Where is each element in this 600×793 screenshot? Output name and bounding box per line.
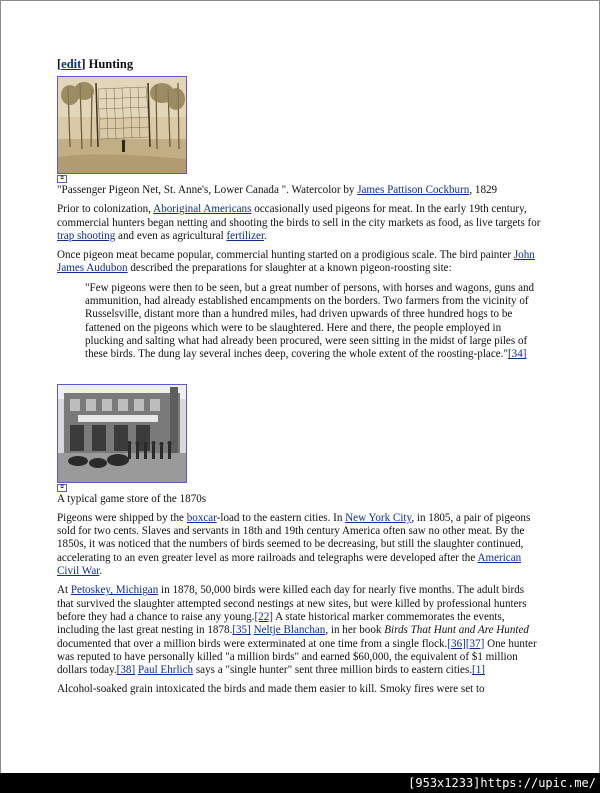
ref-22-link[interactable]: [22] <box>254 610 273 623</box>
ref-35-link[interactable]: [35] <box>232 624 251 637</box>
neltje-blanchan-link[interactable]: Neltje Blanchan <box>253 624 326 637</box>
edit-link-group: [edit] <box>57 57 86 71</box>
ref-36-link[interactable]: [36] <box>447 637 466 650</box>
aboriginal-americans-link[interactable]: Aboriginal Americans <box>153 203 252 216</box>
p4-text-4: , in her book <box>325 624 385 637</box>
p4-text-1: in 1878, 50,000 birds were killed each day for nearly five months. The adult birds that survived the slaughter attempted second nestings at new sites, but were killed by professional hunters before they had a chance to raise any young. <box>57 584 527 623</box>
audubon-quote <box>85 282 535 362</box>
ref-1-link[interactable]: [1] <box>472 664 485 677</box>
game-store-image[interactable] <box>57 384 187 483</box>
p3-text-3: , in 1805, a pair of pigeons sold for two cents. Slaves and servants in 18th and 19th century America often saw no other meat. By the 1850s, it was noticed that the numbers of birds seemed to be decreasing, but still the slaughter continued, accelerating to an even greater level as more railroads and telegraphs were developed after the <box>57 511 531 564</box>
pigeon-net-image[interactable] <box>57 76 187 174</box>
p4-text-2: A state historical marker commemorates the events, including the last great nesting in 1878. <box>57 610 505 637</box>
figure2-caption: A typical game store of the 1870s <box>57 492 207 505</box>
p1-text-1: Prior to colonization, <box>57 203 154 216</box>
quote-text: "Few pigeons were then to be seen, but a great number of persons, with horses and wagons, guns and ammunition, had already established encampments on the borders. Two farmers from the vicinity of Russelsville, distant more than a hundred miles, had driven upwards of three hundred hogs to be fattened on the pigeons which were to be slaughtered. Here and there, the people employed in plucking and salting what had already been procured, were seen sitting in the midst of large piles of these birds. The dung lay several inches deep, covering the whole extent of the roosting-place." <box>85 281 535 361</box>
fertilizer-link[interactable]: fertilizer <box>226 229 265 242</box>
ref-38-link[interactable]: [38] <box>116 664 136 677</box>
trap-shooting-link[interactable]: trap shooting <box>57 229 116 242</box>
p3-text-1: Pigeons were shipped by the <box>57 511 187 524</box>
audubon-paragraph <box>57 249 543 276</box>
p3-text-4: . <box>99 565 103 578</box>
p4-text-8: says a "single hunter" sent three million birds to eastern cities. <box>193 664 473 677</box>
p1-text-4: . <box>264 229 267 242</box>
section-title: Hunting <box>88 57 134 71</box>
cockburn-link[interactable]: James Pattison Cockburn <box>357 184 470 196</box>
p4-text-0: At <box>57 584 71 597</box>
watermark-text: [953x1233]https://upic.me/ <box>408 776 596 790</box>
audubon-link[interactable]: John James Audubon <box>57 249 535 275</box>
ref-37-link[interactable]: [37] <box>465 637 485 650</box>
paul-ehrlich-link[interactable]: Paul Ehrlich <box>137 664 194 677</box>
enlarge-icon[interactable]: ⧉ <box>57 175 67 183</box>
article-section <box>57 56 543 703</box>
enlarge-icon[interactable]: ⧉ <box>57 484 67 492</box>
alcohol-paragraph: Alcohol-soaked grain intoxicated the birds and made them easier to kill. Smoky fires were set to <box>57 683 485 696</box>
petoskey-link[interactable]: Petoskey, Michigan <box>70 584 159 597</box>
game-store-photo <box>58 385 186 482</box>
p1-text-3: and even as agricultural <box>115 229 227 242</box>
book-title: Birds That Hunt and Are Hunted <box>384 624 529 637</box>
p4-text-6: One hunter was reputed to have personally killed "a million birds" and earned $60,000, the equivalent of $1 million dollars today. <box>57 637 537 677</box>
p3-text-2: -load to the eastern cities. In <box>216 511 346 524</box>
watermark-bar <box>0 773 600 793</box>
p2-text-2: described the preparations for slaughter at a known pigeon-roosting site: <box>127 262 452 275</box>
boxcar-paragraph <box>57 512 543 578</box>
boxcar-link[interactable]: boxcar <box>186 511 217 524</box>
pigeon-net-watercolor-illustration <box>58 77 186 173</box>
figure1-caption <box>57 184 543 197</box>
edit-link[interactable]: edit <box>61 57 82 71</box>
american-civil-war-link[interactable]: American Civil War <box>57 551 522 578</box>
ref-34-link[interactable]: [34] <box>507 348 527 361</box>
p4-text-5: documented that over a million birds were exterminated at one time from a single flock. <box>57 637 448 650</box>
petoskey-paragraph <box>57 584 543 677</box>
p1-text-2: occasionally used pigeons for meat. In the early 19th century, commercial hunters began netting and shooting the birds to sell in the city markets as food, as live targets for <box>57 203 541 229</box>
colonization-paragraph <box>57 203 543 243</box>
new-york-city-link[interactable]: New York City <box>345 511 412 524</box>
p2-text-1: Once pigeon meat became popular, commercial hunting started on a prodigious scale. The bird painter <box>57 249 514 262</box>
figure1-caption-text: "Passenger Pigeon Net, St. Anne's, Lower Canada ". Watercolor by <box>57 184 358 196</box>
section-heading <box>57 56 543 72</box>
figure1-caption-year: , 1829 <box>469 184 498 196</box>
